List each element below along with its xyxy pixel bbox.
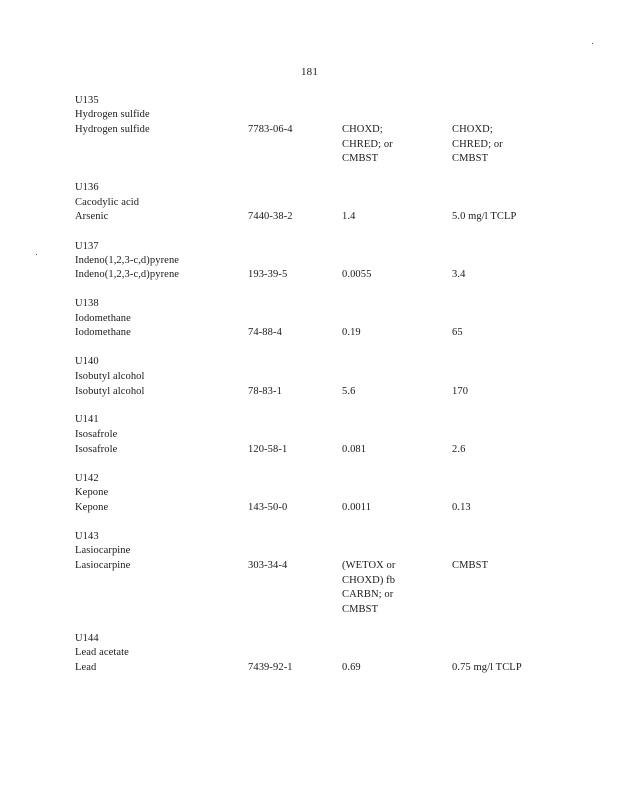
waste-code: U144 (75, 633, 99, 644)
page-number: 181 (300, 66, 319, 78)
waste-code: U136 (75, 182, 99, 193)
constituent-name: Kepone (75, 502, 109, 513)
nonwastewater-standard: 0.75 mg/l TCLP (452, 662, 522, 673)
wastewater-standard: 0.0055 (342, 269, 372, 280)
constituent-name: Indeno(1,2,3-c,d)pyrene (75, 269, 180, 280)
nonwastewater-standard: 170 (452, 386, 469, 397)
cas-number: 143-50-0 (248, 502, 288, 513)
nonwastewater-standard: CHOXD; CHRED; or CMBST (452, 124, 503, 165)
waste-name: Iodomethane (75, 313, 131, 324)
nonwastewater-standard: 2.6 (452, 444, 466, 455)
waste-name: Isobutyl alcohol (75, 371, 145, 382)
waste-code: U137 (75, 241, 99, 252)
wastewater-standard: (WETOX or CHOXD) fb CARBN; or CMBST (342, 560, 396, 615)
nonwastewater-standard: 65 (452, 327, 463, 338)
waste-name: Kepone (75, 487, 109, 498)
cas-number: 303-34-4 (248, 560, 288, 571)
waste-name: Indeno(1,2,3-c,d)pyrene (75, 255, 180, 266)
cas-number: 120-58-1 (248, 444, 288, 455)
cas-number: 78-83-1 (248, 386, 282, 397)
constituent-name: Hydrogen sulfide (75, 124, 150, 135)
waste-code: U140 (75, 356, 99, 367)
waste-code: U138 (75, 298, 99, 309)
cas-number: 193-39-5 (248, 269, 288, 280)
waste-code: U143 (75, 531, 99, 542)
nonwastewater-standard: 5.0 mg/l TCLP (452, 211, 517, 222)
cas-number: 7439-92-1 (248, 662, 293, 673)
constituent-name: Arsenic (75, 211, 109, 222)
wastewater-standard: 5.6 (342, 386, 356, 397)
nonwastewater-standard: 3.4 (452, 269, 466, 280)
waste-name: Hydrogen sulfide (75, 109, 150, 120)
waste-code: U135 (75, 95, 99, 106)
nonwastewater-standard: 0.13 (452, 502, 471, 513)
wastewater-standard: CHOXD; CHRED; or CMBST (342, 124, 393, 165)
wastewater-standard: 0.081 (342, 444, 367, 455)
waste-name: Lasiocarpine (75, 545, 131, 556)
waste-code: U141 (75, 414, 99, 425)
cas-number: 74-88-4 (248, 327, 282, 338)
constituent-name: Lead (75, 662, 97, 673)
wastewater-standard: 1.4 (342, 211, 356, 222)
nonwastewater-standard: CMBST (452, 560, 489, 571)
constituent-name: Isobutyl alcohol (75, 386, 145, 397)
waste-name: Cacodylic acid (75, 197, 140, 208)
constituent-name: Iodomethane (75, 327, 131, 338)
wastewater-standard: 0.19 (342, 327, 361, 338)
wastewater-standard: 0.69 (342, 662, 361, 673)
cas-number: 7440-38-2 (248, 211, 293, 222)
constituent-name: Isosafrole (75, 444, 118, 455)
constituent-name: Lasiocarpine (75, 560, 131, 571)
waste-code: U142 (75, 473, 99, 484)
cas-number: 7783-06-4 (248, 124, 293, 135)
waste-name: Isosafrole (75, 429, 118, 440)
waste-name: Lead acetate (75, 647, 129, 658)
wastewater-standard: 0.0011 (342, 502, 372, 513)
